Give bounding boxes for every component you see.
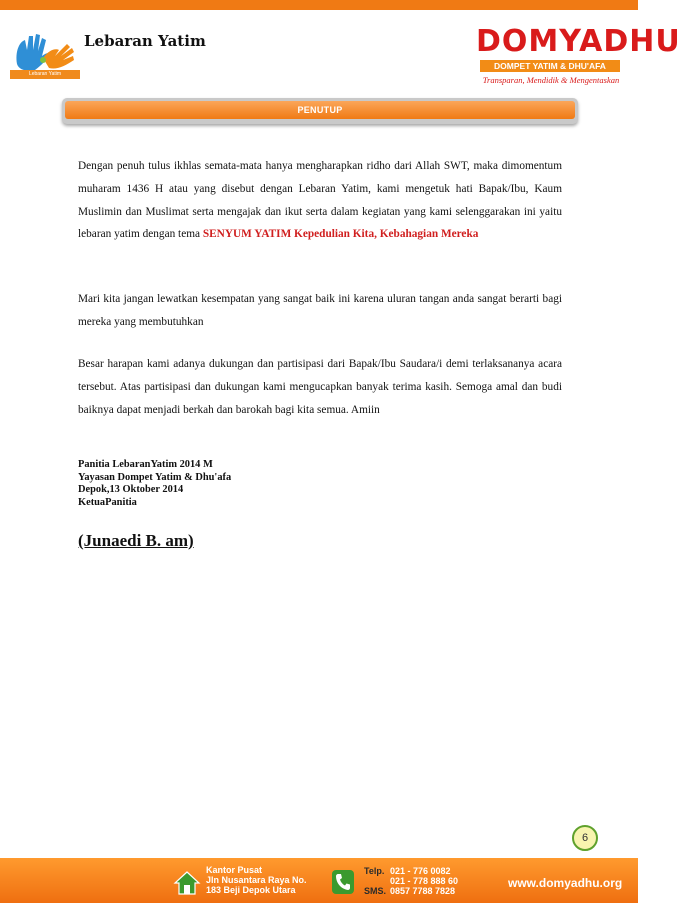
paragraph-closing: Besar harapan kami adanya dukungan dan partisipasi dari Bapak/Ibu Saudara/i demi terlaksananya acara tersebut. Atas partisipasi dan dukungan kami mengucapkan banyak terima kasih. Semoga amal dan budi baiknya dapat menjadi berkah dan barokah bagi kita semua. Amiin (78, 358, 562, 416)
office-address-line2: 183 Beji Depok Utara (206, 885, 296, 895)
sms-label: SMS. (364, 886, 387, 896)
website-url: www.domyadhu.org (508, 876, 623, 890)
paragraph-intro-text: Dengan penuh tulus ikhlas semata-mata hanya mengharapkan ridho dari Allah SWT, maka dimomentum muharam 1436 H atau yang disebut dengan Lebaran Yatim, kami mengetuk hati Bapak/Ibu, Kaum Muslimin dan Muslimat serta mengajak dan ikut serta dalam kegiatan yang kami selenggarakan ini yaitu lebaran yatim dengan tema (78, 160, 562, 241)
foundation-name: Yayasan Dompet Yatim & Dhu'afa (78, 471, 232, 483)
section-banner (62, 98, 578, 124)
paragraph-intro (78, 155, 562, 246)
paragraph-appeal: Mari kita jangan lewatkan kesempatan yang sangat baik ini karena uluran tangan anda sangat berarti bagi mereka yang membutuhkan (78, 293, 562, 328)
office-address (206, 865, 307, 895)
signer-name: (Junaedi B. am) (78, 531, 194, 550)
signature-block (78, 459, 231, 509)
brand-tagline: Transparan, Mendidik & Mengentaskan (482, 75, 620, 85)
header-top-bar (0, 0, 638, 10)
home-icon (174, 870, 200, 896)
logo-caption: Lebaran Yatim (10, 70, 80, 79)
office-address-line1: Jln Nusantara Raya No. (206, 875, 307, 885)
brand-logo (466, 22, 681, 94)
hands-logo-icon (9, 28, 79, 76)
contact-labels (364, 866, 386, 896)
telp-number-2: 021 - 778 888 60 (390, 876, 459, 886)
contact-values (390, 866, 458, 896)
brand-subtitle: DOMPET YATIM & DHU'AFA (480, 60, 620, 72)
telp-number-1: 021 - 776 0082 (390, 866, 451, 876)
brand-name: DOMYADHU (476, 24, 681, 59)
section-title: PENUTUP (65, 101, 575, 119)
page-number-badge: 6 (572, 825, 598, 851)
place-date: Depok,13 Oktober 2014 (78, 484, 184, 495)
signer-role: KetuaPanitia (78, 496, 137, 508)
telp-label: Telp. (364, 866, 385, 876)
committee-name: Panitia LebaranYatim 2014 M (78, 459, 213, 470)
footer-bar (0, 858, 638, 903)
page-header-title: Lebaran Yatim (84, 32, 206, 50)
sms-number: 0857 7788 7828 (390, 886, 456, 896)
phone-icon (332, 870, 354, 894)
theme-highlight: SENYUM YATIM Kepedulian Kita, Kebahagian Mereka (202, 228, 479, 241)
office-title: Kantor Pusat (206, 865, 263, 875)
